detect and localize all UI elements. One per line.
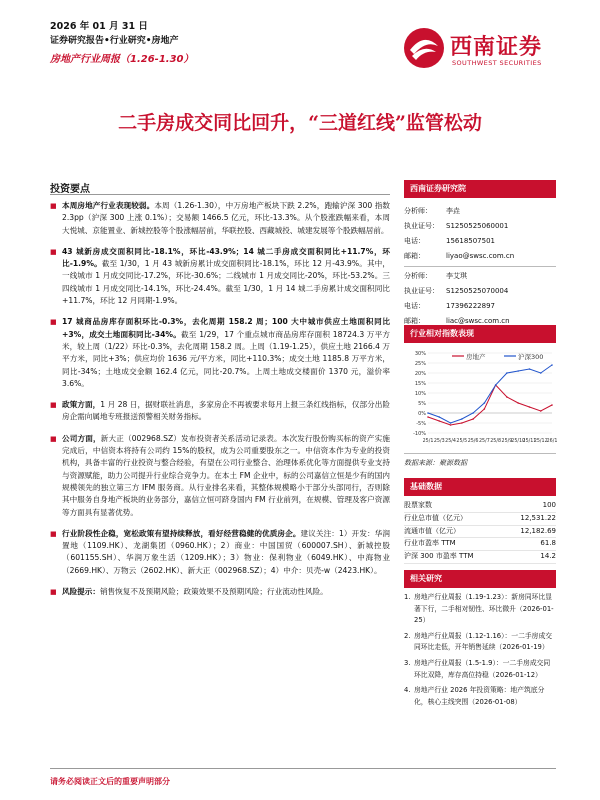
data-label: 沪深 300 市盈率 TTM [404, 552, 474, 561]
series-1-point [540, 410, 542, 412]
footer-disclaimer: 请务必阅读正文后的重要声明部分 [50, 777, 170, 786]
related-research-box [404, 570, 556, 708]
key-point-item [50, 586, 390, 598]
key-points-heading: 投资要点 [50, 184, 90, 195]
key-point-bold: 政策方面， [62, 400, 101, 410]
logo-emblem-icon [402, 26, 446, 70]
report-subtitle: 房地产行业周报（1.26-1.30） [50, 54, 194, 65]
key-point-item [50, 433, 390, 519]
analyst-name: 李垚 [446, 207, 460, 215]
chart-labels [413, 351, 557, 444]
index-chart-box [404, 325, 556, 468]
logo-text-en: SOUTHWEST SECURITIES [452, 59, 542, 67]
data-row [404, 538, 556, 551]
report-date: 2026 年 01 月 31 日 [50, 21, 148, 32]
series-2-point [540, 372, 542, 374]
series-1-point [461, 422, 463, 424]
related-num: 3. [404, 658, 411, 667]
report-category: 证券研究报告•行业研究•房地产 [50, 36, 179, 46]
series-2-point [438, 416, 440, 418]
related-num: 4. [404, 686, 411, 695]
analyst-box [404, 180, 556, 329]
key-point-bold: 风险提示： [62, 587, 100, 597]
series-1-point [472, 418, 474, 420]
series-2-point [472, 412, 474, 414]
license-label: 执业证号： [404, 222, 439, 230]
key-point-bold: 公司方面， [62, 433, 101, 443]
data-value: 61.8 [540, 539, 556, 548]
y-tick-label: -5% [416, 421, 426, 427]
data-row [404, 551, 556, 564]
series-2-point [551, 364, 553, 366]
company-logo [400, 22, 570, 77]
y-tick-label: 0% [418, 411, 426, 417]
analyst-license-row [404, 284, 556, 299]
key-point-bold: 17 城商品房库存面积环比-0.3%，去化周期 158.2 周；100 大中城市供应土地面积同比+3%，成交土地面积同比-34%。 [62, 317, 390, 339]
x-tick-label: 25/7 [478, 439, 490, 444]
key-point-text: 新大正（002968.SZ）发布投资者关系活动记录表。本次发行股份购买标的资产实施完成后，中信资本将持有公司约 15%的股权，成为公司重要股东之一。中信资本作为专业的投资机构，具备丰富的行业投资与整合经验，有望在公司行业整合、治理体系优化等方面提供专业支持与资源赋能，助力公司提升行业综合竞争力。在本土 FM 企业中，标的公司嘉信立恒是少有的国内规模领先的独立第三方 IFM 服务商。从行业排名来看，其整体规模略小于部分头部同行，否则除其中服务自身地产板块的业务部分，嘉信立恒可跻身国内 FM 行业前列，在规模、管理及客户资源等方面具有显著优势。 [62, 433, 391, 517]
chart-heading: 行业相对指数表现 [404, 325, 556, 343]
key-point-item [50, 316, 390, 390]
page-title: 二手房成交同比回升，“三道红线”监管松动 [118, 112, 482, 134]
related-link[interactable] [404, 631, 556, 654]
x-tick-label: 26/1 [546, 439, 558, 444]
key-point-text: 截至 1/29，17 个重点城市商品房库存面积 18724.3 万平方米，较上周（1/22）环比-0.3%，去化周期 158.2 周。上周（1.19-1.25），供应土地 2166.4 万平方米，同比+3%；供应均价 1636 元/平方米，同比+110.3%；成交土地 1185.8 万平方米，同比-34%；土地成交金额 162.4 亿元，同比-20.7%。上周土地成交楼面价 1370 元，溢价率 3.6%。 [62, 329, 390, 388]
data-value: 12,531.22 [520, 513, 556, 522]
key-point-item [50, 399, 390, 424]
key-point-text: 本周（1.26-1.30），中万房地产板块下跌 2.2%，跑输沪深 300 指数 2.3pp（沪深 300 上涨 0.1%）；交易额 1466.5 亿元，环比-13.3%。从个股涨跌幅来看，本周大悦城、京能置业、新城控股等个股涨幅居前，华联控股、西藏城投、城建发展等个股跌幅居前。 [62, 201, 391, 235]
data-value: 12,182.69 [520, 526, 556, 535]
x-tick-label: 25/3 [433, 439, 445, 444]
analyst-license: S1250525070004 [446, 287, 509, 295]
y-tick-label: 25% [414, 361, 426, 367]
analyst-role-label: 分析师： [404, 272, 432, 280]
divider [404, 266, 556, 267]
series-line-2 [428, 365, 552, 423]
key-point-text: 销售恢复不及预期风险；政策效果不及预期风险；行业流动性风险。 [99, 587, 328, 597]
related-link[interactable] [404, 685, 556, 708]
series-2-point [461, 418, 463, 420]
phone-label: 电话： [404, 237, 425, 245]
x-tick-label: 25/5 [456, 439, 468, 444]
phone-label: 电话： [404, 302, 425, 310]
legend-label-series1: 房地产 [466, 353, 486, 361]
related-num: 1. [404, 593, 411, 601]
key-point-bold: 本周房地产行业表现较弱。 [62, 201, 155, 210]
data-row [404, 513, 556, 526]
key-point-item [50, 246, 390, 307]
series-1-point [551, 404, 553, 406]
key-point-item [50, 200, 390, 237]
data-label: 行业市盈率 TTM [404, 539, 456, 548]
key-point-text: 建议关注：1）开发：华润置地（1109.HK）、龙湖集团（0960.HK）；2）商业：中国国贸（600007.SH）、新城控股（601155.SH）、华润万象生活（1209.HK）；3）物业：保利物业（6049.HK）、中海物业（2669.HK）、万物云（2602.HK）、新大正（002968.SZ）；4）中介：贝壳-w（2423.HK）。 [62, 528, 390, 575]
series-2-point [506, 372, 508, 374]
chart-lines [427, 364, 553, 426]
related-text: 房地产行业周报（1.5-1.9）：一二手房成交同环比双降，库存高位持稳（2026-01-12） [414, 658, 551, 679]
basic-data-heading: 基础数据 [404, 478, 556, 496]
x-tick-label: 25/6 [467, 439, 479, 444]
analyst-email[interactable]: liyao@swsc.com.cn [446, 252, 515, 260]
logo-text-cn: 西南证券 [450, 34, 543, 60]
analyst-license: S1250525060001 [446, 222, 509, 230]
series-1-point [529, 406, 531, 408]
y-tick-label: 15% [414, 381, 426, 387]
email-label: 邮箱： [404, 252, 425, 260]
series-1-point [506, 396, 508, 398]
related-num: 2. [404, 631, 411, 640]
analyst-name: 李艾琪 [446, 272, 467, 280]
related-text: 房地产行业 2026 年投资策略：地产筑底分化，核心主线突围（2026-01-08） [414, 686, 545, 706]
y-tick-label: -10% [413, 431, 426, 437]
x-tick-label: 25/4 [445, 439, 456, 444]
y-tick-label: 20% [414, 371, 426, 377]
series-line-1 [428, 385, 552, 425]
series-1-point [450, 424, 452, 426]
series-1-point [484, 408, 486, 410]
data-label: 流通市值（亿元） [404, 526, 460, 535]
data-row [404, 500, 556, 513]
x-tick-label: 25/11 [522, 439, 537, 444]
x-tick-label: 25/9 [501, 439, 513, 444]
data-value: 100 [542, 501, 556, 509]
related-text: 房地产行业周报（1.19-1.23）：新房同环比显著下行，二手相对韧性、环比微升（2026-01-25） [414, 593, 554, 625]
key-point-text: 截至 1/30，1 月 43 城新房累计成交面积同比-18.1%，环比 12 月-43.9%。其中，一线城市 1 月成交同比-17.2%，环比-30.6%；二线城市 1 月成交同比-20%，环比-53.2%。三四线城市 1 月成交同比-14.1%，环比-24.4%。截至 1/30，1 月 14 城二手房累计成交面积同比+11.7%，环比 12 月同期-1.9%。 [62, 259, 391, 306]
x-tick-label: 25/8 [490, 439, 502, 444]
chart-legend [452, 352, 543, 361]
key-point-text: 1 月 28 日，据财联社消息，多家房企不再被要求每月上报三条红线指标，仅部分出险房企需向属地专班报送预警相关财务指标。 [62, 400, 391, 422]
analyst-role-label: 分析师： [404, 207, 432, 215]
y-tick-label: 10% [414, 391, 426, 397]
y-tick-label: 30% [414, 351, 426, 357]
divider [404, 453, 556, 454]
analyst-phone-row [404, 234, 556, 249]
index-chart [404, 347, 556, 447]
analyst-name-row [404, 204, 556, 219]
series-1-point [427, 416, 429, 418]
analyst-name-row [404, 269, 556, 284]
email-label: 邮箱： [404, 317, 425, 325]
analyst-box-heading: 西南证券研究院 [404, 180, 556, 198]
license-label: 执业证号： [404, 287, 439, 295]
analyst-card [404, 204, 556, 264]
series-1-point [438, 420, 440, 422]
divider [50, 194, 390, 195]
analyst-email[interactable]: liac@swsc.com.cn [446, 317, 510, 325]
series-2-point [484, 402, 486, 404]
series-2-point [495, 384, 497, 386]
series-2-point [529, 368, 531, 370]
key-points-list [50, 200, 390, 607]
key-point-bold: 43 城新房成交面积同比-18.1%，环比-43.9%；14 城二手房成交面积同比+11.7%，环比-1.9%。 [62, 246, 390, 269]
x-tick-label: 25/1 [422, 439, 434, 444]
related-link[interactable] [404, 658, 556, 681]
x-tick-label: 25/10 [511, 439, 526, 444]
x-tick-label: 25/12 [533, 439, 548, 444]
series-2-point [427, 412, 429, 414]
data-label: 行业总市值（亿元） [404, 513, 467, 522]
analyst-phone-row [404, 299, 556, 314]
related-heading: 相关研究 [404, 570, 556, 588]
basic-data-box [404, 478, 556, 564]
legend-label-series2: 沪深300 [518, 353, 544, 361]
series-1-point [517, 402, 519, 404]
analyst-phone: 17396222897 [446, 302, 495, 310]
analyst-email-row [404, 249, 556, 264]
data-row [404, 526, 556, 539]
related-text: 房地产行业周报（1.12-1.16）：一二手房成交同环比走低，开年销售延续（2026-01-19） [414, 631, 553, 652]
key-point-item [50, 528, 390, 577]
analyst-license-row [404, 219, 556, 234]
analyst-phone: 15618507501 [446, 237, 495, 245]
data-label: 股票家数 [404, 501, 432, 509]
divider [50, 768, 556, 769]
series-2-point [517, 370, 519, 372]
chart-source: 数据来源：聚源数据 [404, 459, 467, 467]
basic-data-table [404, 500, 556, 564]
key-point-bold: 行业阶段性企稳，宽松政策有望持续释放，看好经营稳健的优质房企。 [62, 528, 301, 538]
related-link[interactable] [404, 592, 556, 627]
data-value: 14.2 [540, 552, 556, 561]
series-2-point [450, 422, 452, 424]
analyst-card [404, 269, 556, 329]
y-tick-label: 5% [418, 401, 426, 407]
